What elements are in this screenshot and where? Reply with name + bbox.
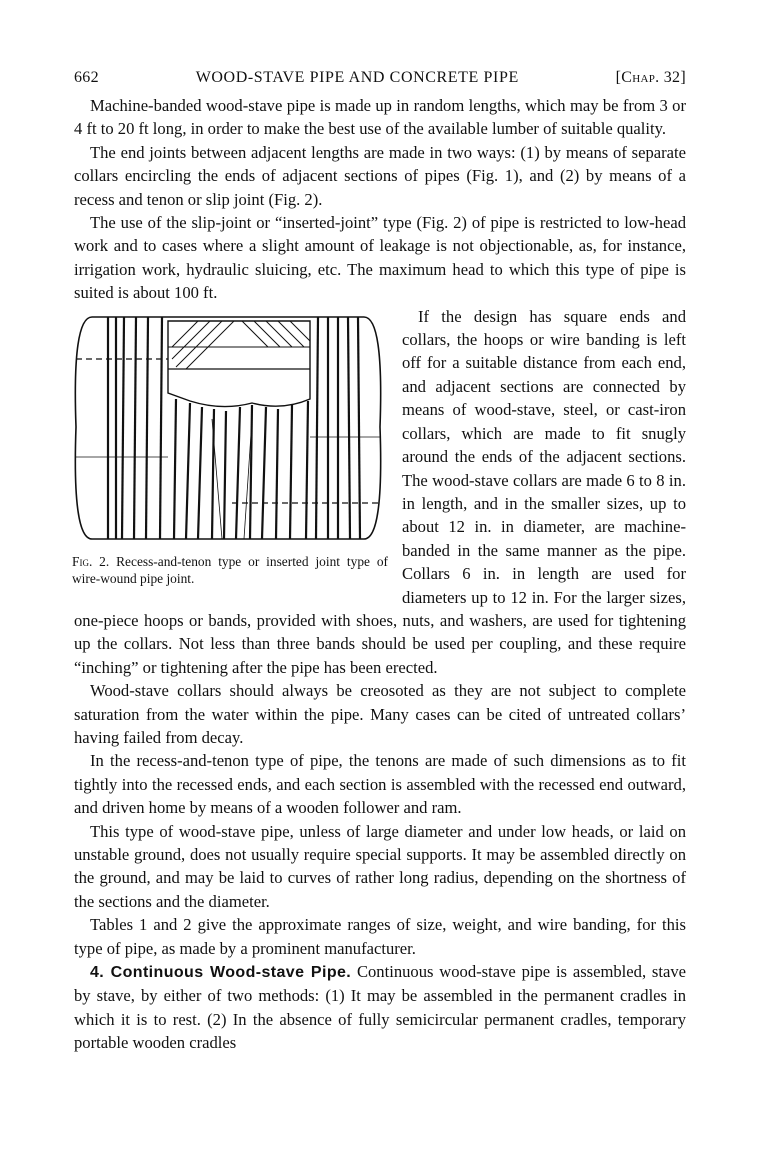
paragraph-4: If the design has square ends and collars, the hoops or wire banding is left off for a suitable distance from each end, and adjacent sections are connected by means of wood-stave, steel, or cast-iron collars, which are made to fit snugly around the ends of the adjacent sections. The wood-stave collars are made 6 to 8 in. in length, and in the smaller sizes, up to about 12 in. in diameter, are machine-banded in the same manner as the pipe. Collars 6 in. in length are used for diameters up to 12 in. For the larger sizes, one-piece hoops or bands, provided with shoes, nuts, and washers, are used for tightening up the collars. Not less than three bands should be used per coupling, and these require “inching” or tightening after the pipe has been erected. [74, 306, 686, 677]
paragraph-7: This type of wood-stave pipe, unless of large diameter and under low heads, or laid on unstable ground, does not usually require special supports. It may be assembled directly on the ground, and may be laid to curves of rather long radius, depending on the shortness of the sections and the diameter. [74, 821, 686, 911]
paragraph-9-body: Continuous wood-stave pipe is assembled, stave by stave, by either of two methods: (1) It may be assembled in the permanent cradles in which it is to rest. (2) In the absence of fully semicircular permanent cradles, temporary portable wooden cradles [74, 962, 686, 1053]
paragraph-5: Wood-stave collars should always be creosoted as they are not subject to complete saturation from the water within the pipe. Many cases can be cited of untreated collars’ having failed from decay. [74, 681, 686, 747]
paragraph-2: The end joints between adjacent lengths are made in two ways: (1) by means of separate collars encircling the ends of adjacent sections of pipes (Fig. 1), and (2) by means of a recess and tenon or slip joint (Fig. 2). [74, 142, 686, 209]
section-heading: 4. Continuous Wood-stave Pipe. [90, 964, 352, 982]
running-title: WOOD-STAVE PIPE AND CONCRETE PIPE [195, 69, 519, 86]
paragraph-8: Tables 1 and 2 give the approximate ranges of size, weight, and wire banding, for this type of pipe, as made by a prominent manufacturer. [74, 915, 686, 958]
page-number: 662 [74, 69, 99, 86]
figure-label: Fig. 2. [72, 553, 110, 569]
running-header [74, 68, 686, 94]
figure-2 [72, 307, 392, 587]
figure-caption-text: Recess-and-tenon type or inserted joint type of wire-wound pipe joint. [72, 553, 388, 586]
pipe-joint-drawing [72, 307, 390, 547]
chapter-label: [Chap. 32] [615, 69, 686, 86]
paragraph-3: The use of the slip-joint or “inserted-joint” type (Fig. 2) of pipe is restricted to low-head work and to cases where a slight amount of leakage is not objectionable, as, for instance, irrigation work, hydraulic sluicing, etc. The maximum head to which this type of pipe is suited is about 100 ft. [74, 213, 686, 303]
paragraph-1: Machine-banded wood-stave pipe is made up in random lengths, which may be from 3 or 4 ft to 20 ft long, in order to make the best use of the available lumber of suitable quality. [74, 96, 686, 139]
paragraph-6: In the recess-and-tenon type of pipe, the tenons are made of such dimensions as to fit tightly into the recessed ends, and each section is assembled with the recessed end outward, and driven home by means of a wooden follower and ram. [74, 751, 686, 818]
figure-caption [72, 553, 392, 587]
page [74, 68, 686, 1055]
paragraph-9 [74, 960, 686, 1055]
